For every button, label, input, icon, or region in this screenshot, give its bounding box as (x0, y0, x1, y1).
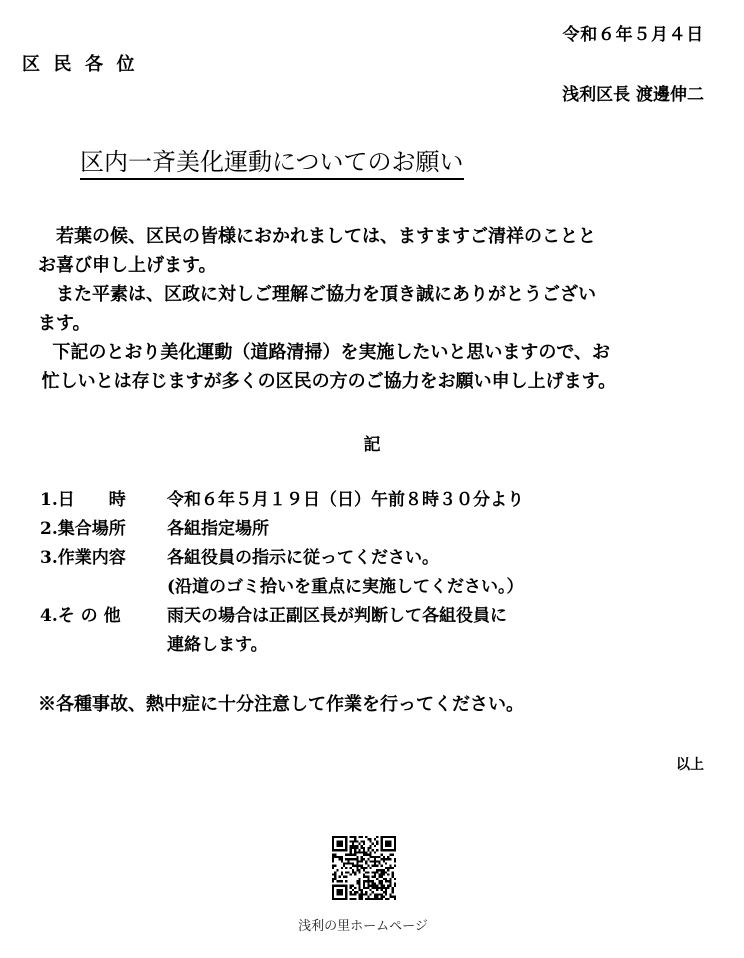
paragraph-line: 忙しいとは存じますが多くの区民の方のご協力をお願い申し上げます。 (41, 371, 617, 392)
document-date: 令和６年５月４日 (562, 25, 704, 45)
item-list (40, 486, 524, 660)
body-text (38, 222, 728, 396)
paragraph-line: お喜び申し上げます。 (38, 255, 217, 276)
paragraph-line: 若葉の候、区民の皆様におかれましては、ますますご清祥のことと (56, 226, 596, 247)
item-label: 1.日 時 (40, 490, 126, 510)
paragraph-line: 下記のとおり美化運動（道路清掃）を実施したいと思いますので、お (52, 342, 611, 363)
paragraph-line: また平素は、区政に対しご理解ご協力を頂き誠にありがとうござい (56, 284, 596, 305)
paragraph (38, 338, 728, 396)
item-label: 2.集合場所 (40, 519, 126, 539)
sender: 浅利区長 渡邊伸二 (562, 85, 704, 105)
list-item (40, 486, 524, 515)
ki-heading: 記 (363, 435, 381, 455)
list-item (40, 602, 524, 660)
closing-mark: 以上 (676, 757, 704, 773)
document-title: 区内一斉美化運動についてのお願い (80, 146, 464, 180)
qr-caption: 浅利の里ホームページ (298, 919, 428, 934)
item-value-line: 各組役員の指示に従ってください。 (167, 548, 439, 568)
item-label: 4.そ の 他 (40, 606, 121, 626)
item-value (167, 515, 269, 544)
list-item (40, 515, 524, 544)
paragraph (38, 222, 728, 280)
item-value-line: 令和６年５月１９日（日）午前８時３０分より (167, 490, 524, 510)
recipient: 区民各位 (22, 54, 148, 75)
paragraph (38, 280, 728, 338)
item-value (167, 544, 524, 602)
item-label: 3.作業内容 (40, 548, 126, 568)
qr-code-icon (332, 836, 396, 900)
item-value-line: 雨天の場合は正副区長が判断して各組役員に (167, 606, 507, 626)
item-value-line: 各組指定場所 (167, 519, 269, 539)
item-value (167, 602, 507, 660)
item-value-line: (沿道のゴミ拾いを重点に実施してください。） (167, 577, 524, 597)
paragraph-line: ます。 (38, 313, 91, 334)
safety-notice: ※各種事故、熱中症に十分注意して作業を行ってください。 (38, 694, 524, 715)
item-value (167, 486, 524, 515)
item-value-line: 連絡します。 (167, 635, 268, 655)
list-item (40, 544, 524, 602)
